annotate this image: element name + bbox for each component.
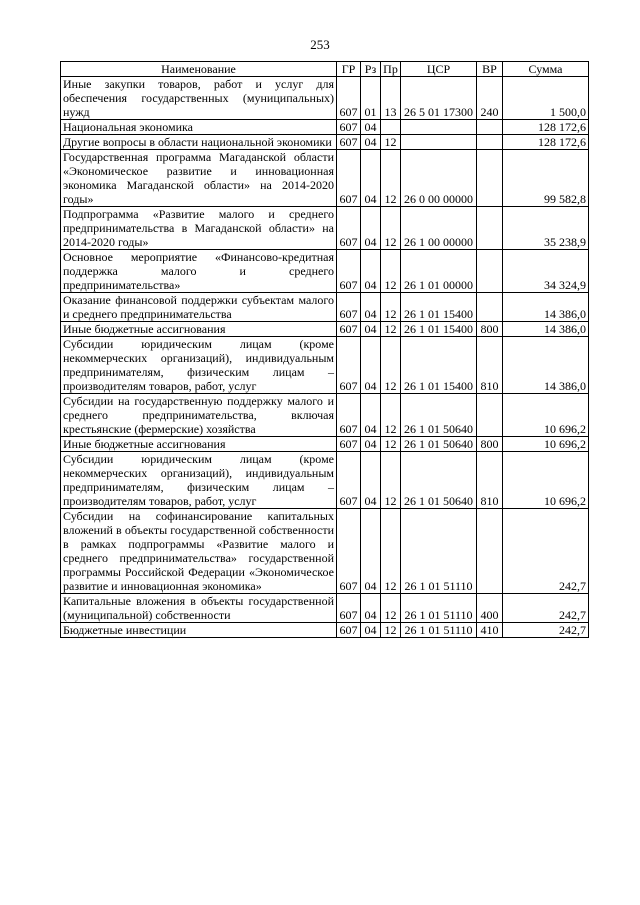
row-sum: 10 696,2 (503, 394, 589, 437)
row-gr: 607 (337, 394, 361, 437)
row-sum: 1 500,0 (503, 77, 589, 120)
table-row (61, 337, 589, 394)
row-csr: 26 1 01 50640 (401, 452, 477, 509)
table-header (61, 62, 589, 77)
row-rz: 04 (361, 207, 381, 250)
row-vr: 810 (477, 337, 503, 394)
table-row (61, 322, 589, 337)
row-vr (477, 250, 503, 293)
table-row (61, 135, 589, 150)
table-row (61, 207, 589, 250)
row-name: Основное мероприятие «Финансово-кредитная поддержка малого и среднего предпринимательства» (61, 250, 337, 293)
row-rz: 04 (361, 150, 381, 207)
row-gr: 607 (337, 150, 361, 207)
table-row (61, 394, 589, 437)
table-row (61, 437, 589, 452)
row-name: Капитальные вложения в объекты государственной (муниципальной) собственности (61, 594, 337, 623)
row-pr: 12 (381, 293, 401, 322)
row-sum: 99 582,8 (503, 150, 589, 207)
row-csr: 26 1 01 51110 (401, 509, 477, 594)
row-vr: 400 (477, 594, 503, 623)
row-name: Национальная экономика (61, 120, 337, 135)
row-rz: 04 (361, 293, 381, 322)
row-sum: 14 386,0 (503, 337, 589, 394)
row-csr: 26 5 01 17300 (401, 77, 477, 120)
row-csr: 26 1 00 00000 (401, 207, 477, 250)
row-csr: 26 1 01 15400 (401, 322, 477, 337)
row-rz: 04 (361, 394, 381, 437)
row-vr: 800 (477, 437, 503, 452)
header-csr: ЦСР (401, 62, 477, 77)
row-gr: 607 (337, 452, 361, 509)
row-rz: 04 (361, 509, 381, 594)
row-csr (401, 135, 477, 150)
row-gr: 607 (337, 120, 361, 135)
row-gr: 607 (337, 594, 361, 623)
row-name: Субсидии на государственную поддержку малого и среднего предпринимательства, включая крестьянские (фермерские) хозяйства (61, 394, 337, 437)
row-gr: 607 (337, 293, 361, 322)
row-csr: 26 0 00 00000 (401, 150, 477, 207)
row-rz: 01 (361, 77, 381, 120)
row-sum: 14 386,0 (503, 322, 589, 337)
row-name: Иные бюджетные ассигнования (61, 437, 337, 452)
row-pr: 12 (381, 623, 401, 638)
row-sum: 242,7 (503, 623, 589, 638)
table-row (61, 77, 589, 120)
row-csr: 26 1 01 51110 (401, 623, 477, 638)
row-gr: 607 (337, 337, 361, 394)
row-vr: 800 (477, 322, 503, 337)
table-row (61, 594, 589, 623)
row-name: Субсидии юридическим лицам (кроме некоммерческих организаций), индивидуальным предпринимателям, физическим лицам – производителям товаров, работ, услуг (61, 452, 337, 509)
header-vr: ВР (477, 62, 503, 77)
row-vr: 410 (477, 623, 503, 638)
row-csr: 26 1 01 00000 (401, 250, 477, 293)
table-row (61, 623, 589, 638)
table-row (61, 250, 589, 293)
row-rz: 04 (361, 135, 381, 150)
row-vr (477, 207, 503, 250)
row-pr: 12 (381, 207, 401, 250)
row-pr: 12 (381, 322, 401, 337)
row-name: Оказание финансовой поддержки субъектам малого и среднего предпринимательства (61, 293, 337, 322)
row-vr (477, 293, 503, 322)
row-gr: 607 (337, 250, 361, 293)
row-csr: 26 1 01 15400 (401, 293, 477, 322)
row-name: Другие вопросы в области национальной экономики (61, 135, 337, 150)
row-pr: 12 (381, 394, 401, 437)
row-rz: 04 (361, 120, 381, 135)
row-csr (401, 120, 477, 135)
row-vr (477, 150, 503, 207)
row-sum: 35 238,9 (503, 207, 589, 250)
row-name: Субсидии на софинансирование капитальных вложений в объекты государственной собственности в рамках подпрограммы «Развитие малого и среднего предпринимательства» государственной программы Российской Федерации «Экономическое развитие и инновационная экономика» (61, 509, 337, 594)
row-pr: 12 (381, 150, 401, 207)
row-rz: 04 (361, 337, 381, 394)
row-rz: 04 (361, 250, 381, 293)
row-gr: 607 (337, 207, 361, 250)
row-vr: 240 (477, 77, 503, 120)
row-gr: 607 (337, 437, 361, 452)
row-pr: 13 (381, 77, 401, 120)
row-vr (477, 120, 503, 135)
header-pr: Пр (381, 62, 401, 77)
row-sum: 10 696,2 (503, 452, 589, 509)
table-row (61, 120, 589, 135)
header-name: Наименование (61, 62, 337, 77)
row-sum: 10 696,2 (503, 437, 589, 452)
row-gr: 607 (337, 135, 361, 150)
row-name: Иные закупки товаров, работ и услуг для обеспечения государственных (муниципальных) нужд (61, 77, 337, 120)
row-pr: 12 (381, 437, 401, 452)
row-rz: 04 (361, 437, 381, 452)
row-rz: 04 (361, 322, 381, 337)
row-vr (477, 394, 503, 437)
row-csr: 26 1 01 50640 (401, 394, 477, 437)
budget-table (60, 61, 589, 638)
row-sum: 242,7 (503, 509, 589, 594)
row-csr: 26 1 01 50640 (401, 437, 477, 452)
row-pr: 12 (381, 509, 401, 594)
table-row (61, 293, 589, 322)
row-sum: 128 172,6 (503, 120, 589, 135)
row-pr: 12 (381, 135, 401, 150)
table-row (61, 150, 589, 207)
row-name: Государственная программа Магаданской области «Экономическое развитие и инновационная экономика Магаданской области» на 2014-2020 годы» (61, 150, 337, 207)
row-rz: 04 (361, 623, 381, 638)
row-vr: 810 (477, 452, 503, 509)
table-row (61, 452, 589, 509)
header-sum: Сумма (503, 62, 589, 77)
row-name: Иные бюджетные ассигнования (61, 322, 337, 337)
row-name: Субсидии юридическим лицам (кроме некоммерческих организаций), индивидуальным предпринимателям, физическим лицам – производителям товаров, работ, услуг (61, 337, 337, 394)
row-name: Подпрограмма «Развитие малого и среднего предпринимательства в Магаданской области» на 2014-2020 годы» (61, 207, 337, 250)
table-row (61, 509, 589, 594)
row-csr: 26 1 01 51110 (401, 594, 477, 623)
header-gr: ГР (337, 62, 361, 77)
row-vr (477, 135, 503, 150)
row-pr: 12 (381, 337, 401, 394)
header-rz: Рз (361, 62, 381, 77)
row-rz: 04 (361, 594, 381, 623)
row-sum: 128 172,6 (503, 135, 589, 150)
row-sum: 34 324,9 (503, 250, 589, 293)
row-gr: 607 (337, 77, 361, 120)
row-name: Бюджетные инвестиции (61, 623, 337, 638)
row-sum: 242,7 (503, 594, 589, 623)
row-gr: 607 (337, 509, 361, 594)
row-rz: 04 (361, 452, 381, 509)
row-vr (477, 509, 503, 594)
page-number: 253 (310, 37, 330, 52)
row-pr: 12 (381, 250, 401, 293)
row-csr: 26 1 01 15400 (401, 337, 477, 394)
row-sum: 14 386,0 (503, 293, 589, 322)
row-gr: 607 (337, 623, 361, 638)
row-pr (381, 120, 401, 135)
table-body (61, 77, 589, 638)
row-pr: 12 (381, 452, 401, 509)
row-gr: 607 (337, 322, 361, 337)
row-pr: 12 (381, 594, 401, 623)
